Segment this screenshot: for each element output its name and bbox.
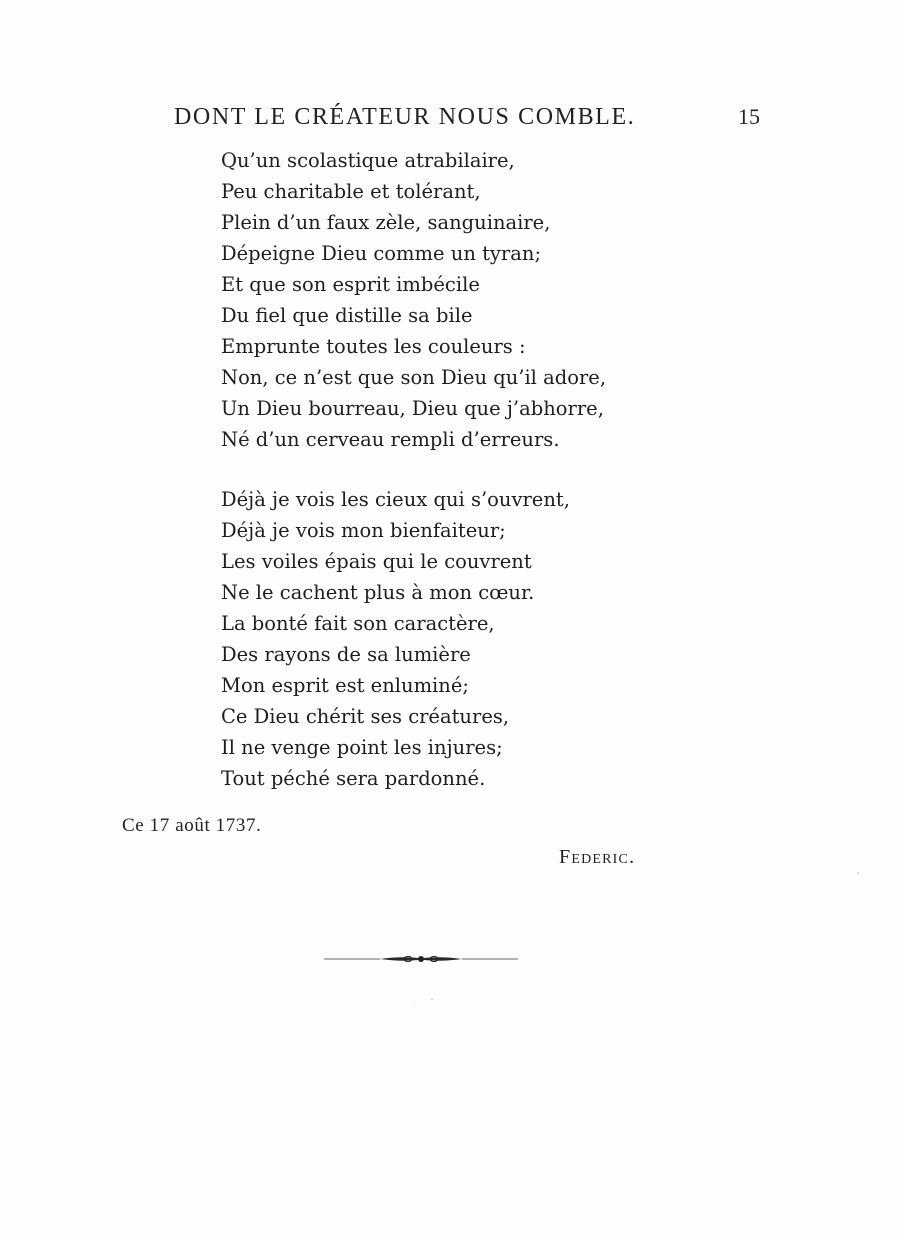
page-number: 15 xyxy=(738,104,760,129)
verse-line: Qu’un scolastique atrabilaire, xyxy=(221,149,515,172)
verse-line: Déjà je vois mon bienfaiteur; xyxy=(221,519,506,542)
verse-line: Dépeigne Dieu comme un tyran; xyxy=(221,242,542,265)
paper-speck xyxy=(857,872,859,874)
verse-line: Ne le cachent plus à mon cœur. xyxy=(221,581,535,604)
verse-line: Plein d’un faux zèle, sanguinaire, xyxy=(221,211,551,234)
verse-line: Tout péché sera pardonné. xyxy=(221,767,486,790)
poem-stanza-2 xyxy=(221,484,570,794)
paper-speck xyxy=(431,998,433,1000)
verse-line: Né d’un cerveau rempli d’erreurs. xyxy=(221,428,560,451)
verse-line: Un Dieu bourreau, Dieu que j’abhorre, xyxy=(221,397,604,420)
verse-line: Ce Dieu chérit ses créatures, xyxy=(221,705,510,728)
running-head-title: DONT LE CRÉATEUR NOUS COMBLE. xyxy=(174,104,636,130)
verse-line: Du fiel que distille sa bile xyxy=(221,304,473,327)
verse-line: Les voiles épais qui le couvrent xyxy=(221,550,532,573)
verse-line: Déjà je vois les cieux qui s’ouvrent, xyxy=(221,488,570,511)
verse-line: Et que son esprit imbécile xyxy=(221,273,480,296)
dateline: Ce 17 août 1737. xyxy=(122,815,262,836)
verse-line: Non, ce n’est que son Dieu qu’il adore, xyxy=(221,366,607,389)
ornamental-rule-icon xyxy=(322,952,520,966)
verse-line: Des rayons de sa lumière xyxy=(221,643,471,666)
poem-stanza-1 xyxy=(221,145,606,455)
signature: Federic. xyxy=(559,846,636,868)
verse-line: Emprunte toutes les couleurs : xyxy=(221,335,526,358)
verse-line: La bonté fait son caractère, xyxy=(221,612,495,635)
verse-line: Peu charitable et tolérant, xyxy=(221,180,481,203)
verse-line: Il ne venge point les injures; xyxy=(221,736,503,759)
paper-speck xyxy=(414,1005,415,1006)
verse-line: Mon esprit est enluminé; xyxy=(221,674,469,697)
